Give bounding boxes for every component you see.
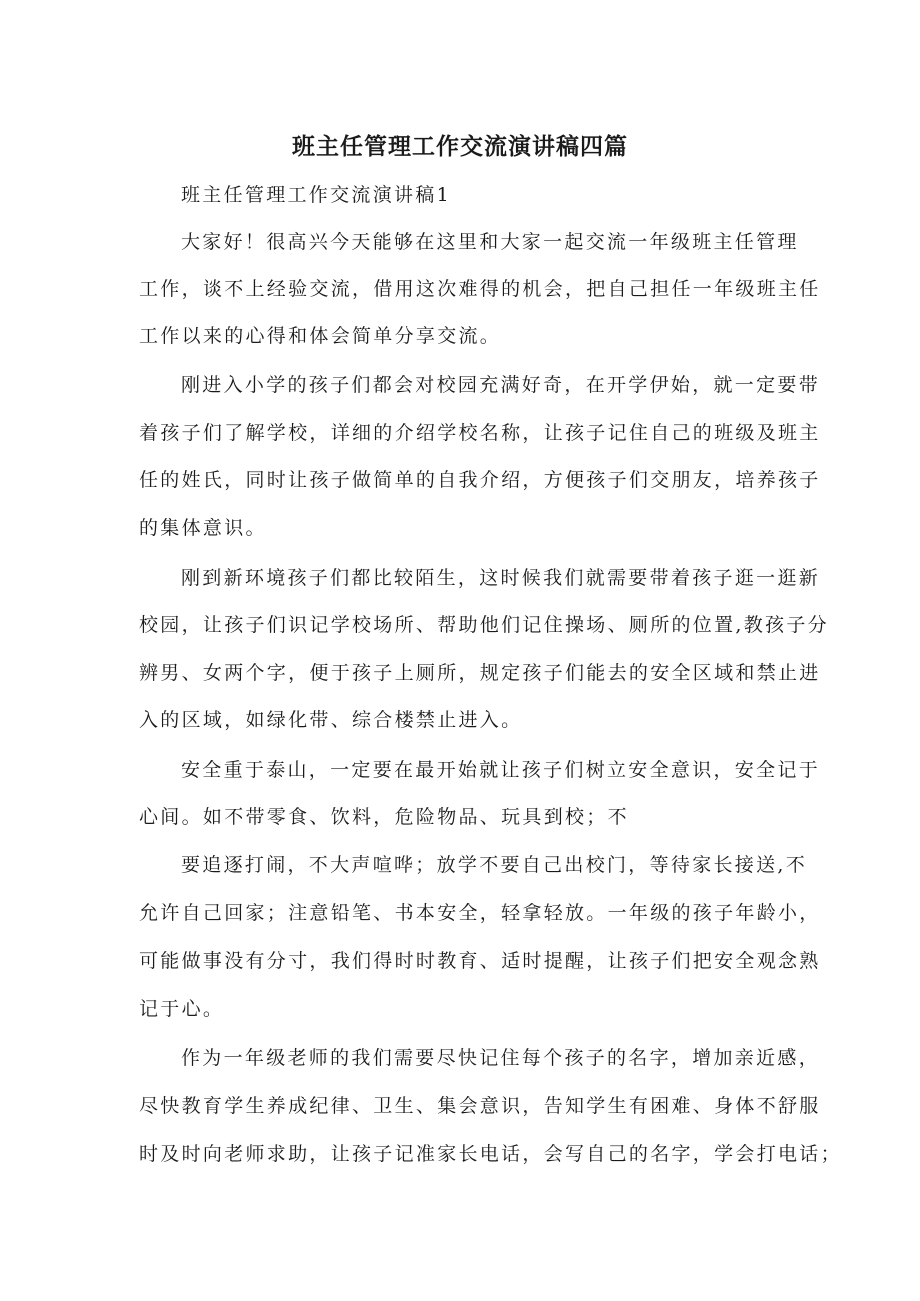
- document-title: 班主任管理工作交流演讲稿四篇: [292, 134, 628, 160]
- paragraph-line: 可能做事没有分寸，我们得时时教育、适时提醒，让孩子们把安全观念熟: [139, 950, 821, 972]
- paragraph-line: 刚进入小学的孩子们都会对校园充满好奇，在开学伊始，就一定要带: [181, 374, 821, 396]
- paragraph-line: 辨男、女两个字，便于孩子上厕所，规定孩子们能去的安全区域和禁止进: [139, 662, 821, 684]
- paragraph-line: 刚到新环境孩子们都比较陌生，这时候我们就需要带着孩子逛一逛新: [181, 567, 821, 589]
- paragraph-line: 作为一年级老师的我们需要尽快记住每个孩子的名字，增加亲近感，: [181, 1047, 821, 1069]
- paragraph-line: 要追逐打闹，不大声喧哗；放学不要自己出校门，等待家长接送,不: [181, 854, 808, 876]
- paragraph-line: 允许自己回家；注意铅笔、书本安全，轻拿轻放。一年级的孩子年龄小，: [139, 902, 821, 924]
- paragraph-line: 的集体意识。: [139, 517, 267, 539]
- paragraph-line: 校园，让孩子们识记学校场所、帮助他们记住操场、厕所的位置,教孩子分: [139, 614, 829, 636]
- paragraph-line: 工作，谈不上经验交流，借用这次难得的机会，把自己担任一年级班主任: [139, 278, 821, 300]
- paragraph-line: 记于心。: [139, 998, 225, 1020]
- paragraph-line: 大家好！很高兴今天能够在这里和大家一起交流一年级班主任管理: [181, 231, 799, 253]
- paragraph-line: 时及时向老师求助，让孩子记准家长电话，会写自己的名字，学会打电话；: [139, 1143, 842, 1165]
- paragraph-line: 心间。如不带零食、饮料，危险物品、玩具到校；不: [139, 806, 629, 828]
- paragraph-line: 尽快教育学生养成纪律、卫生、集会意识，告知学生有困难、身体不舒服: [139, 1095, 821, 1117]
- paragraph-line: 安全重于泰山，一定要在最开始就让孩子们树立安全意识，安全记于: [181, 759, 821, 781]
- paragraph-line: 任的姓氏，同时让孩子做简单的自我介绍，方便孩子们交朋友，培养孩子: [139, 469, 821, 491]
- paragraph-line: 着孩子们了解学校，详细的介绍学校名称，让孩子记住自己的班级及班主: [139, 422, 821, 444]
- section-heading: 班主任管理工作交流演讲稿1: [181, 184, 451, 206]
- paragraph-line: 工作以来的心得和体会简单分享交流。: [139, 325, 502, 347]
- paragraph-line: 入的区域，如绿化带、综合楼禁止进入。: [139, 709, 523, 731]
